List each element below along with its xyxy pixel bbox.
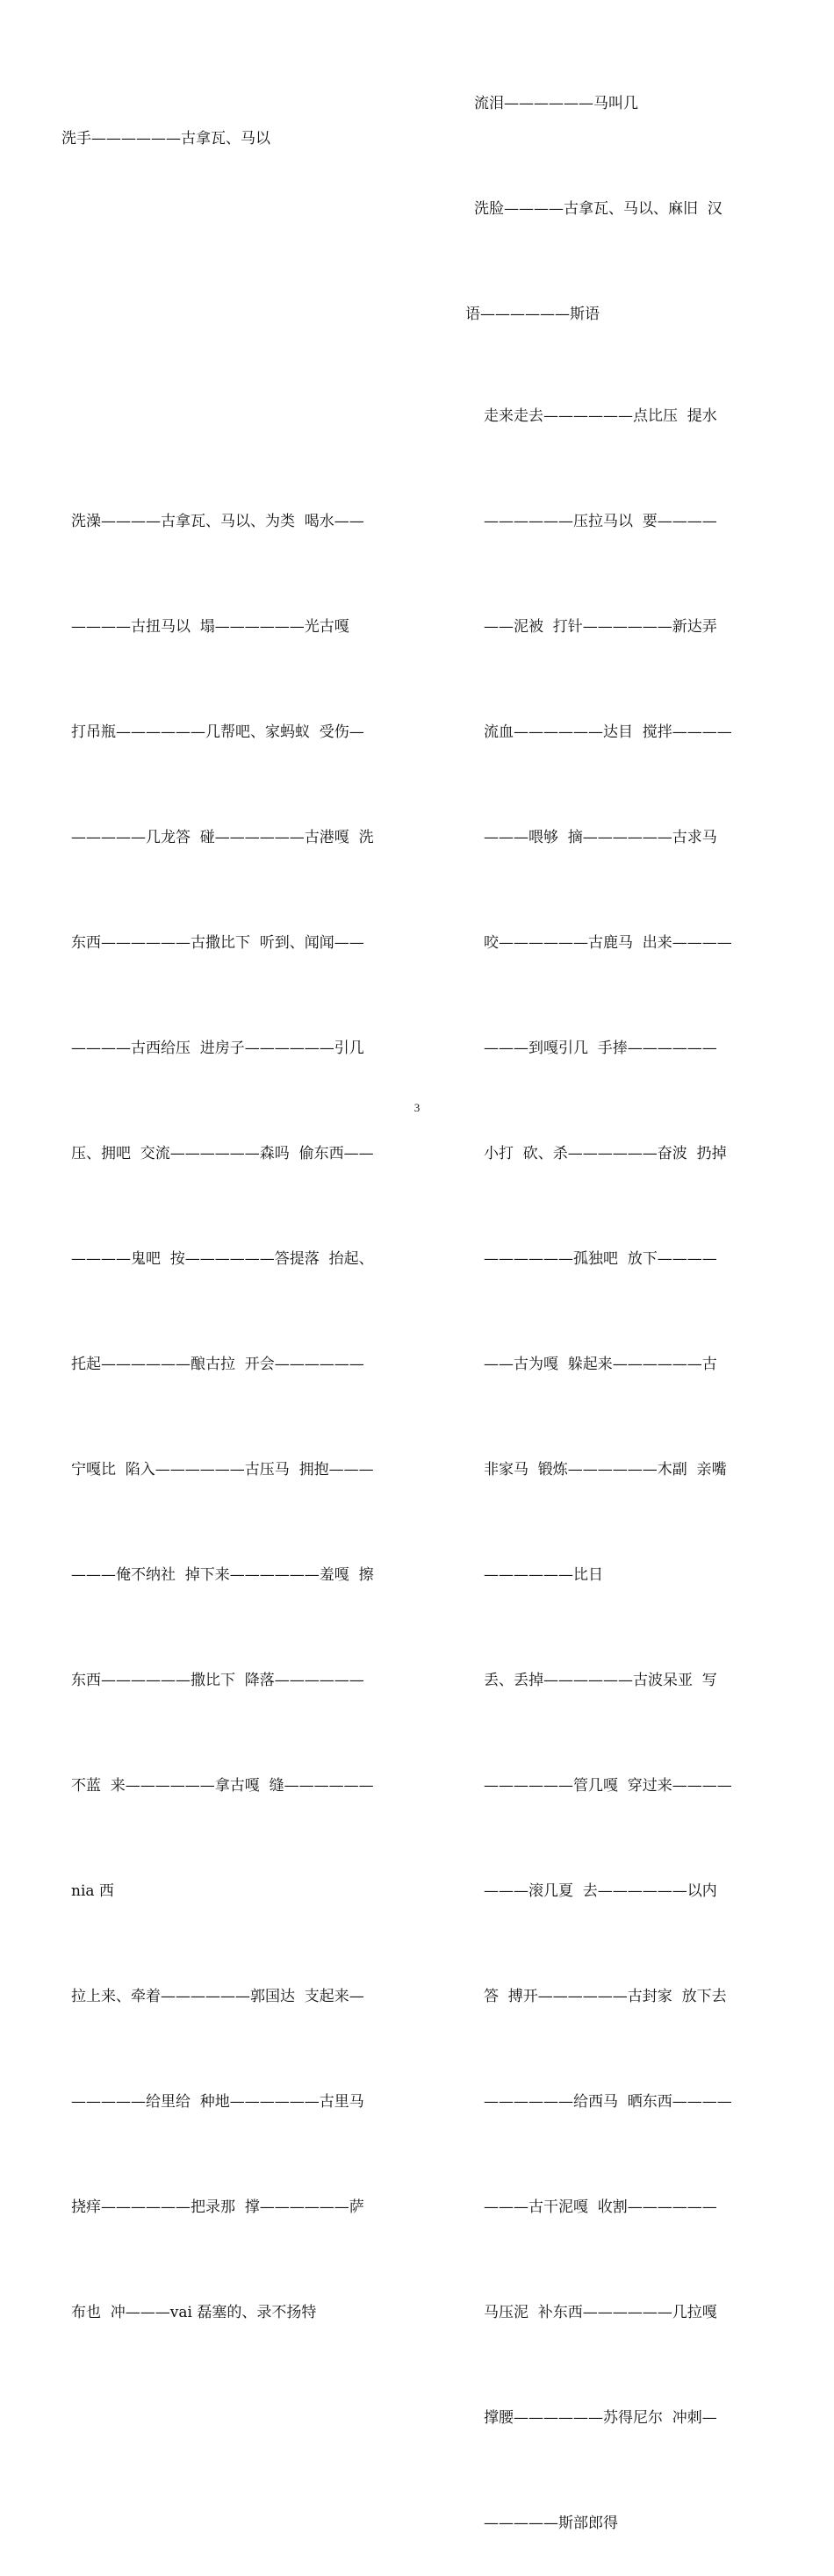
text-line: ——泥被 打针——————新达弄 (484, 618, 717, 636)
text-line: 拉上来、牵着——————郭国达 支起来— (71, 1988, 364, 2005)
text-line: 流泪——————马叫几 (474, 95, 638, 112)
page-number: 3 (413, 1101, 421, 1114)
text-line: ——————压拉马以 要———— (484, 513, 717, 530)
text-line: 答 搏开——————古封家 放下去 (484, 1988, 727, 2005)
text-line: 打吊瓶——————几帮吧、家蚂蚁 受伤— (71, 723, 364, 741)
text-line: 压、拥吧 交流——————森吗 偷东西—— (71, 1145, 374, 1162)
text-line: ——————管几嘎 穿过来———— (484, 1777, 732, 1795)
text-line: 洗脸————古拿瓦、马以、麻旧 汉 (474, 200, 723, 218)
text-line: —————斯部郎得 (484, 2515, 618, 2532)
text-line: ——古为嘎 躲起来——————古 (484, 1356, 717, 1373)
text-line: 东西——————古撒比下 听到、闻闻—— (71, 934, 364, 952)
left-column-entries (71, 434, 374, 2365)
text-line: 语——————斯语 (465, 306, 600, 323)
text-line: 咬——————古鹿马 出来———— (484, 934, 732, 952)
right-top-entries (465, 16, 723, 367)
text-line: 挠痒——————把录那 撑——————萨 (71, 2198, 364, 2216)
text-line: ———喂够 摘——————古求马 (484, 829, 717, 846)
text-line: ———到嘎引几 手捧—————— (484, 1040, 717, 1057)
text-line: ——————孤独吧 放下———— (484, 1250, 717, 1268)
text-line: 非家马 锻炼——————木副 亲嘴 (484, 1461, 727, 1479)
left-top-entries (61, 51, 270, 191)
text-line: 宁嘎比 陷入——————古压马 拥抱——— (71, 1461, 374, 1479)
text-line: 洗手——————古拿瓦、马以 (61, 130, 270, 148)
text-line: 东西——————撒比下 降落—————— (71, 1672, 364, 1689)
text-line: 丢、丢掉——————古波呆亚 写 (484, 1672, 717, 1689)
text-line: 布也 冲———vai 磊塞的、录不扬特 (71, 2304, 317, 2321)
text-line: ———俺不纳社 掉下来——————羞嘎 擦 (71, 1566, 374, 1584)
text-line: ————古扭马以 塌——————光古嘎 (71, 618, 349, 636)
text-line: —————给里给 种地——————古里马 (71, 2093, 364, 2111)
text-line: 撑腰——————苏得尼尔 冲刺— (484, 2409, 717, 2427)
text-line: ————鬼吧 按——————答提落 抬起、 (71, 1250, 374, 1268)
text-line: nia 西 (71, 1882, 114, 1900)
right-column-entries (484, 328, 732, 2576)
text-line: 洗澡————古拿瓦、马以、为类 喝水—— (71, 513, 364, 530)
text-line: ———滚几夏 去——————以内 (484, 1882, 717, 1900)
text-line: 马压泥 补东西——————几拉嘎 (484, 2304, 717, 2321)
text-line: ————古西给压 进房子——————引几 (71, 1040, 364, 1057)
text-line: 走来走去——————点比压 提水 (484, 407, 717, 425)
text-line: ———古干泥嘎 收割—————— (484, 2198, 717, 2216)
text-line: 托起——————酿古拉 开会—————— (71, 1356, 364, 1373)
text-line: 不蓝 来——————拿古嘎 缝—————— (71, 1777, 374, 1795)
text-line: 流血——————达目 搅拌———— (484, 723, 732, 741)
text-line: ——————给西马 晒东西———— (484, 2093, 732, 2111)
text-line: 小打 砍、杀——————奋波 扔掉 (484, 1145, 727, 1162)
text-line: ——————比日 (484, 1566, 603, 1584)
text-line: —————几龙答 碰——————古港嘎 洗 (71, 829, 374, 846)
